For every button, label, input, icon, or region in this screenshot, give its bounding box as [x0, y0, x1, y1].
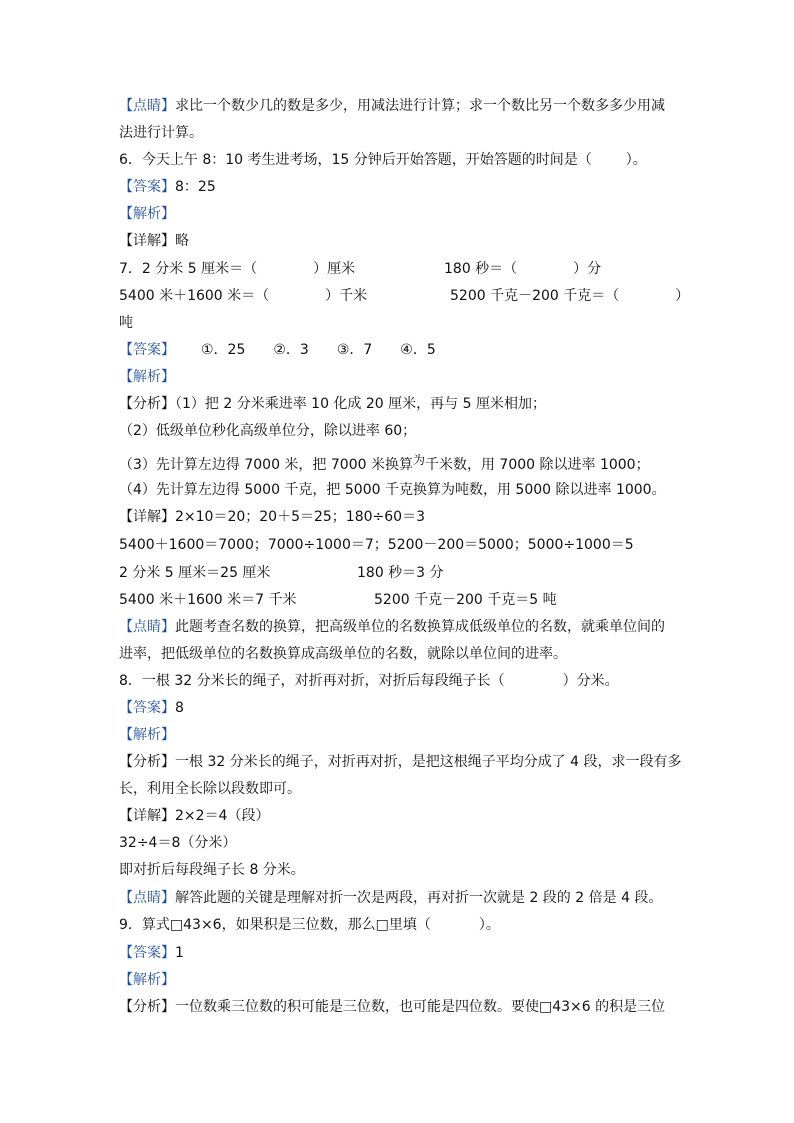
- question-6: 6．今天上午 8：10 考生进考场，15 分钟后开始答题，开始答题的时间是（ ）。: [119, 152, 647, 168]
- question-8: 8．一根 32 分米长的绳子，对折再对折，对折后每段绳子长（ ）分米。: [119, 673, 619, 689]
- analysis-heading-9: 【解析】: [119, 972, 175, 988]
- answer-7: 【答案】 ①．25 ②．3 ③．7 ④．5: [119, 342, 436, 358]
- question-7-b: 180 秒＝（ ）分: [444, 261, 602, 277]
- analysis-7-4: （4）先计算左边得 5000 千克，把 5000 千克换算为吨数，用 5000 除以进率 1000。: [119, 482, 666, 498]
- detail-8-1: 【详解】2×2＝4（段）: [119, 808, 270, 824]
- question-9: 9．算式□43×6，如果积是三位数，那么□里填（ ）。: [119, 917, 500, 933]
- detail-7-result-b: 180 秒＝3 分: [357, 565, 444, 581]
- detail-8-3: 即对折后每段绳子长 8 分米。: [119, 862, 305, 878]
- detail-7-result-d: 5200 千克－200 千克＝5 吨: [374, 592, 557, 608]
- detail-7-2: 5400＋1600＝7000；7000÷1000＝7；5200－200＝5000；5000÷1000＝5: [119, 537, 634, 553]
- analysis-8: 【分析】一根 32 分米长的绳子，对折再对折，是把这根绳子平均分成了 4 段，求一段有多: [119, 754, 682, 770]
- analysis-7-2: （2）低级单位秒化高级单位分，除以进率 60；: [119, 423, 417, 439]
- analysis-heading-6: 【解析】: [119, 206, 175, 222]
- answer-9: 【答案】1: [119, 945, 184, 961]
- answer-8: 【答案】8: [119, 700, 184, 716]
- detail-8-2: 32÷4＝8（分米）: [119, 835, 237, 851]
- analysis-heading-8: 【解析】: [119, 727, 175, 743]
- detail-7-result-a: 2 分米 5 厘米＝25 厘米: [119, 565, 271, 581]
- question-7-a: 7．2 分米 5 厘米＝（ ）厘米: [119, 261, 356, 277]
- point-7-cont: 进率，把低级单位的名数换算成高级单位的名数，就除以单位间的进率。: [119, 646, 567, 662]
- detail-7-result-c: 5400 米＋1600 米＝7 千米: [119, 592, 297, 608]
- answer-6: 【答案】8：25: [119, 179, 216, 195]
- question-7-e: 吨: [119, 315, 133, 331]
- point-8: 【点睛】解答此题的关键是理解对折一次是两段，再对折一次就是 2 段的 2 倍是 4 段。: [119, 890, 663, 906]
- analysis-heading-7: 【解析】: [119, 369, 175, 385]
- detail-7-1: 【详解】2×10＝20；20＋5＝25；180÷60＝3: [119, 509, 425, 525]
- point-7: 【点睛】此题考查名数的换算，把高级单位的名数换算成低级单位的名数，就乘单位间的: [119, 619, 665, 635]
- question-7-d: 5200 千克－200 千克＝（ ）: [450, 288, 690, 304]
- analysis-8-cont: 长，利用全长除以段数即可。: [119, 781, 301, 797]
- question-7-c: 5400 米＋1600 米＝（ ）千米: [119, 288, 368, 304]
- analysis-7-3: （3）先计算左边得 7000 米，把 7000 米换算为千米数，用 7000 除以进率 1000；: [119, 453, 650, 473]
- line-point-1: 【点睛】求比一个数少几的数是多少，用减法进行计算；求一个数比另一个数多多少用减: [119, 98, 665, 114]
- line-point-1-cont: 法进行计算。: [119, 125, 203, 141]
- detail-6: 【详解】略: [119, 233, 189, 249]
- analysis-7-1: 【分析】（1）把 2 分米乘进率 10 化成 20 厘米，再与 5 厘米相加；: [119, 396, 546, 412]
- analysis-9: 【分析】一位数乘三位数的积可能是三位数，也可能是四位数。要使□43×6 的积是三位: [119, 999, 666, 1015]
